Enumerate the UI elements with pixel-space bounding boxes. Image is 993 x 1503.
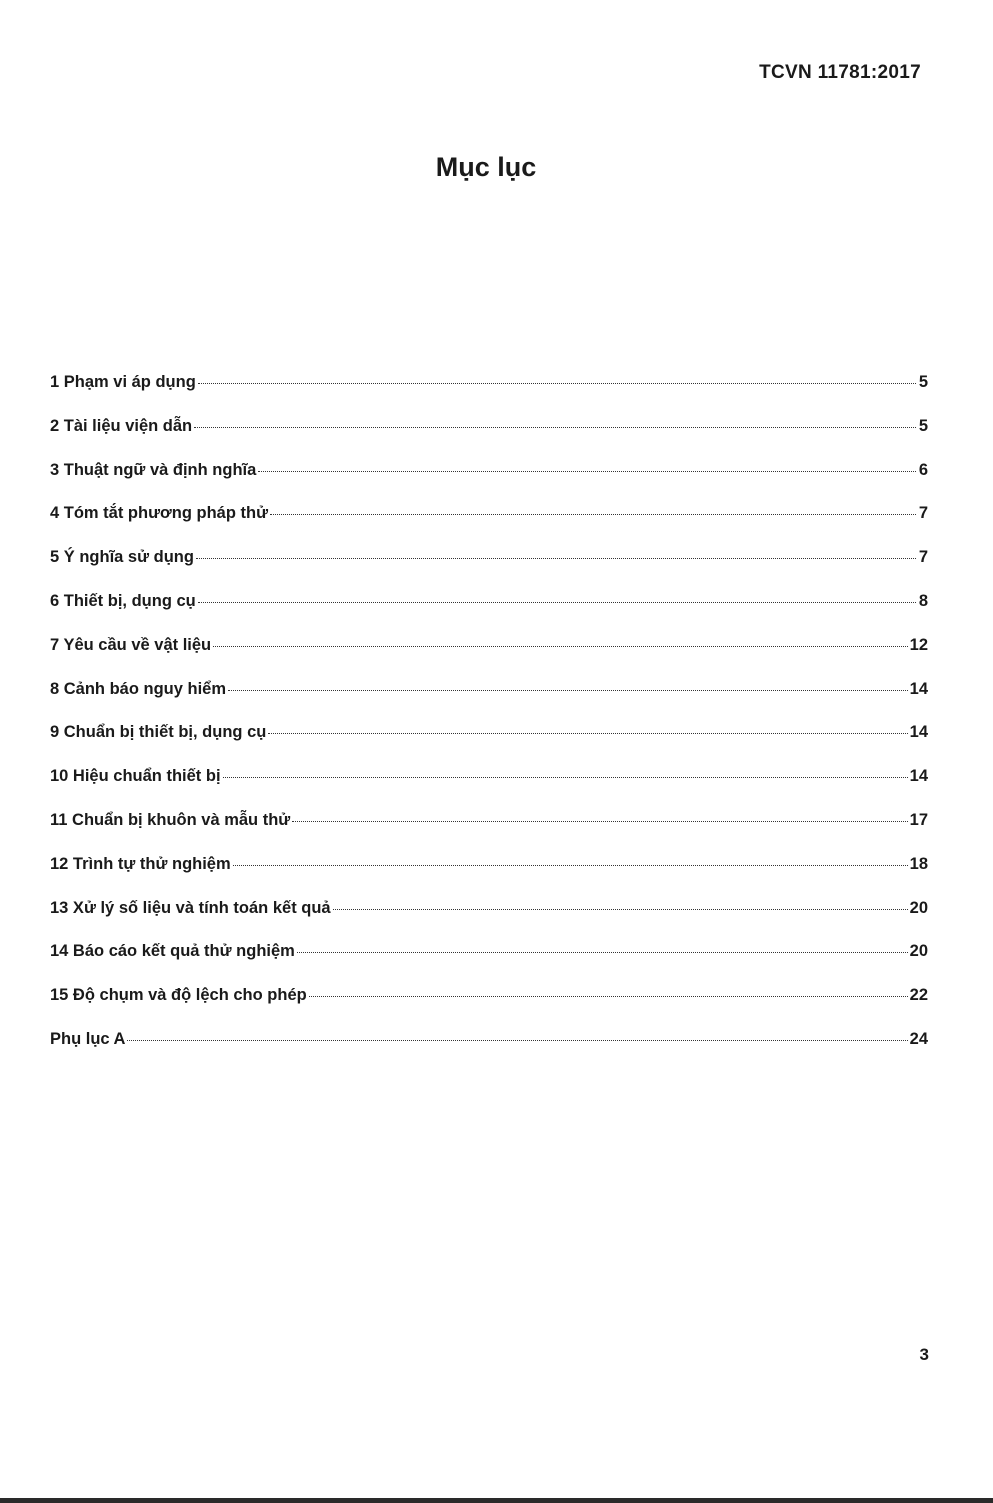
toc-entry-page: 14: [909, 767, 928, 786]
dot-leader: [270, 514, 916, 515]
toc-list: [50, 373, 928, 1074]
toc-entry-label: 15 Độ chụm và độ lệch cho phép: [50, 986, 307, 1005]
dot-leader: [213, 646, 908, 647]
dot-leader: [198, 383, 916, 384]
toc-entry-label: 7 Yêu cầu về vật liệu: [50, 635, 212, 654]
toc-entry-page: 12: [909, 635, 928, 654]
dot-leader: [223, 777, 908, 778]
toc-entry-hazards[interactable]: [50, 680, 928, 724]
toc-entry-apparatus[interactable]: [50, 592, 928, 636]
dot-leader: [196, 558, 916, 559]
toc-entry-label: 6 Thiết bị, dụng cụ: [50, 591, 196, 610]
dot-leader: [233, 865, 908, 866]
toc-entry-page: 14: [909, 679, 928, 698]
scan-bottom-edge: [0, 1498, 993, 1503]
toc-entry-page: 7: [918, 504, 928, 523]
toc-entry-page: 22: [909, 986, 928, 1005]
dot-leader: [297, 952, 908, 953]
dot-leader: [258, 471, 916, 472]
toc-entry-page: 5: [918, 416, 928, 435]
toc-entry-label: 14 Báo cáo kết quả thử nghiệm: [50, 942, 295, 961]
page-number: 3: [919, 1345, 929, 1364]
toc-entry-scope[interactable]: [50, 373, 928, 417]
toc-entry-page: 20: [909, 898, 928, 917]
toc-entry-test-report[interactable]: [50, 942, 928, 986]
toc-entry-label: 11 Chuẩn bị khuôn và mẫu thử: [50, 810, 291, 829]
toc-entry-page: 20: [909, 942, 928, 961]
toc-entry-significance[interactable]: [50, 548, 928, 592]
dot-leader: [127, 1040, 907, 1041]
toc-entry-page: 18: [909, 854, 928, 873]
toc-entry-page: 17: [909, 810, 928, 829]
toc-entry-material-requirements[interactable]: [50, 636, 928, 680]
dot-leader: [333, 909, 908, 910]
dot-leader: [268, 733, 907, 734]
toc-entry-label: 12 Trình tự thử nghiệm: [50, 854, 231, 873]
dot-leader: [194, 427, 916, 428]
toc-entry-test-procedure[interactable]: [50, 855, 928, 899]
toc-entry-label: 4 Tóm tắt phương pháp thử: [50, 504, 269, 523]
dot-leader: [309, 996, 908, 997]
dot-leader: [292, 821, 907, 822]
toc-entry-label: 13 Xử lý số liệu và tính toán kết quả: [50, 898, 331, 917]
toc-entry-precision-bias[interactable]: [50, 986, 928, 1030]
dot-leader: [198, 602, 916, 603]
toc-entry-page: 8: [918, 591, 928, 610]
toc-entry-calculation[interactable]: [50, 899, 928, 943]
toc-entry-calibration[interactable]: [50, 767, 928, 811]
toc-entry-label: 3 Thuật ngữ và định nghĩa: [50, 460, 257, 479]
toc-entry-page: 6: [918, 460, 928, 479]
toc-title: Mục lục: [435, 152, 537, 182]
document-code: TCVN 11781:2017: [759, 62, 921, 83]
toc-entry-method-summary[interactable]: [50, 504, 928, 548]
toc-entry-label: 10 Hiệu chuẩn thiết bị: [50, 767, 221, 786]
toc-entry-mold-specimen-preparation[interactable]: [50, 811, 928, 855]
toc-entry-label: 9 Chuẩn bị thiết bị, dụng cụ: [50, 723, 267, 742]
toc-entry-label: Phụ lục A: [50, 1029, 126, 1048]
toc-entry-annex-a[interactable]: [50, 1030, 928, 1074]
toc-entry-terms-definitions[interactable]: [50, 461, 928, 505]
toc-entry-label: 1 Phạm vi áp dụng: [50, 373, 196, 391]
toc-entry-page: 14: [909, 723, 928, 742]
toc-entry-label: 5 Ý nghĩa sử dụng: [50, 548, 194, 567]
dot-leader: [228, 690, 908, 691]
toc-entry-page: 24: [909, 1029, 928, 1048]
toc-entry-normative-references[interactable]: [50, 417, 928, 461]
toc-entry-label: 8 Cảnh báo nguy hiểm: [50, 679, 227, 698]
toc-entry-apparatus-preparation[interactable]: [50, 723, 928, 767]
toc-entry-page: 7: [918, 548, 928, 567]
toc-entry-label: 2 Tài liệu viện dẫn: [50, 416, 193, 435]
toc-entry-page: 5: [918, 373, 928, 391]
